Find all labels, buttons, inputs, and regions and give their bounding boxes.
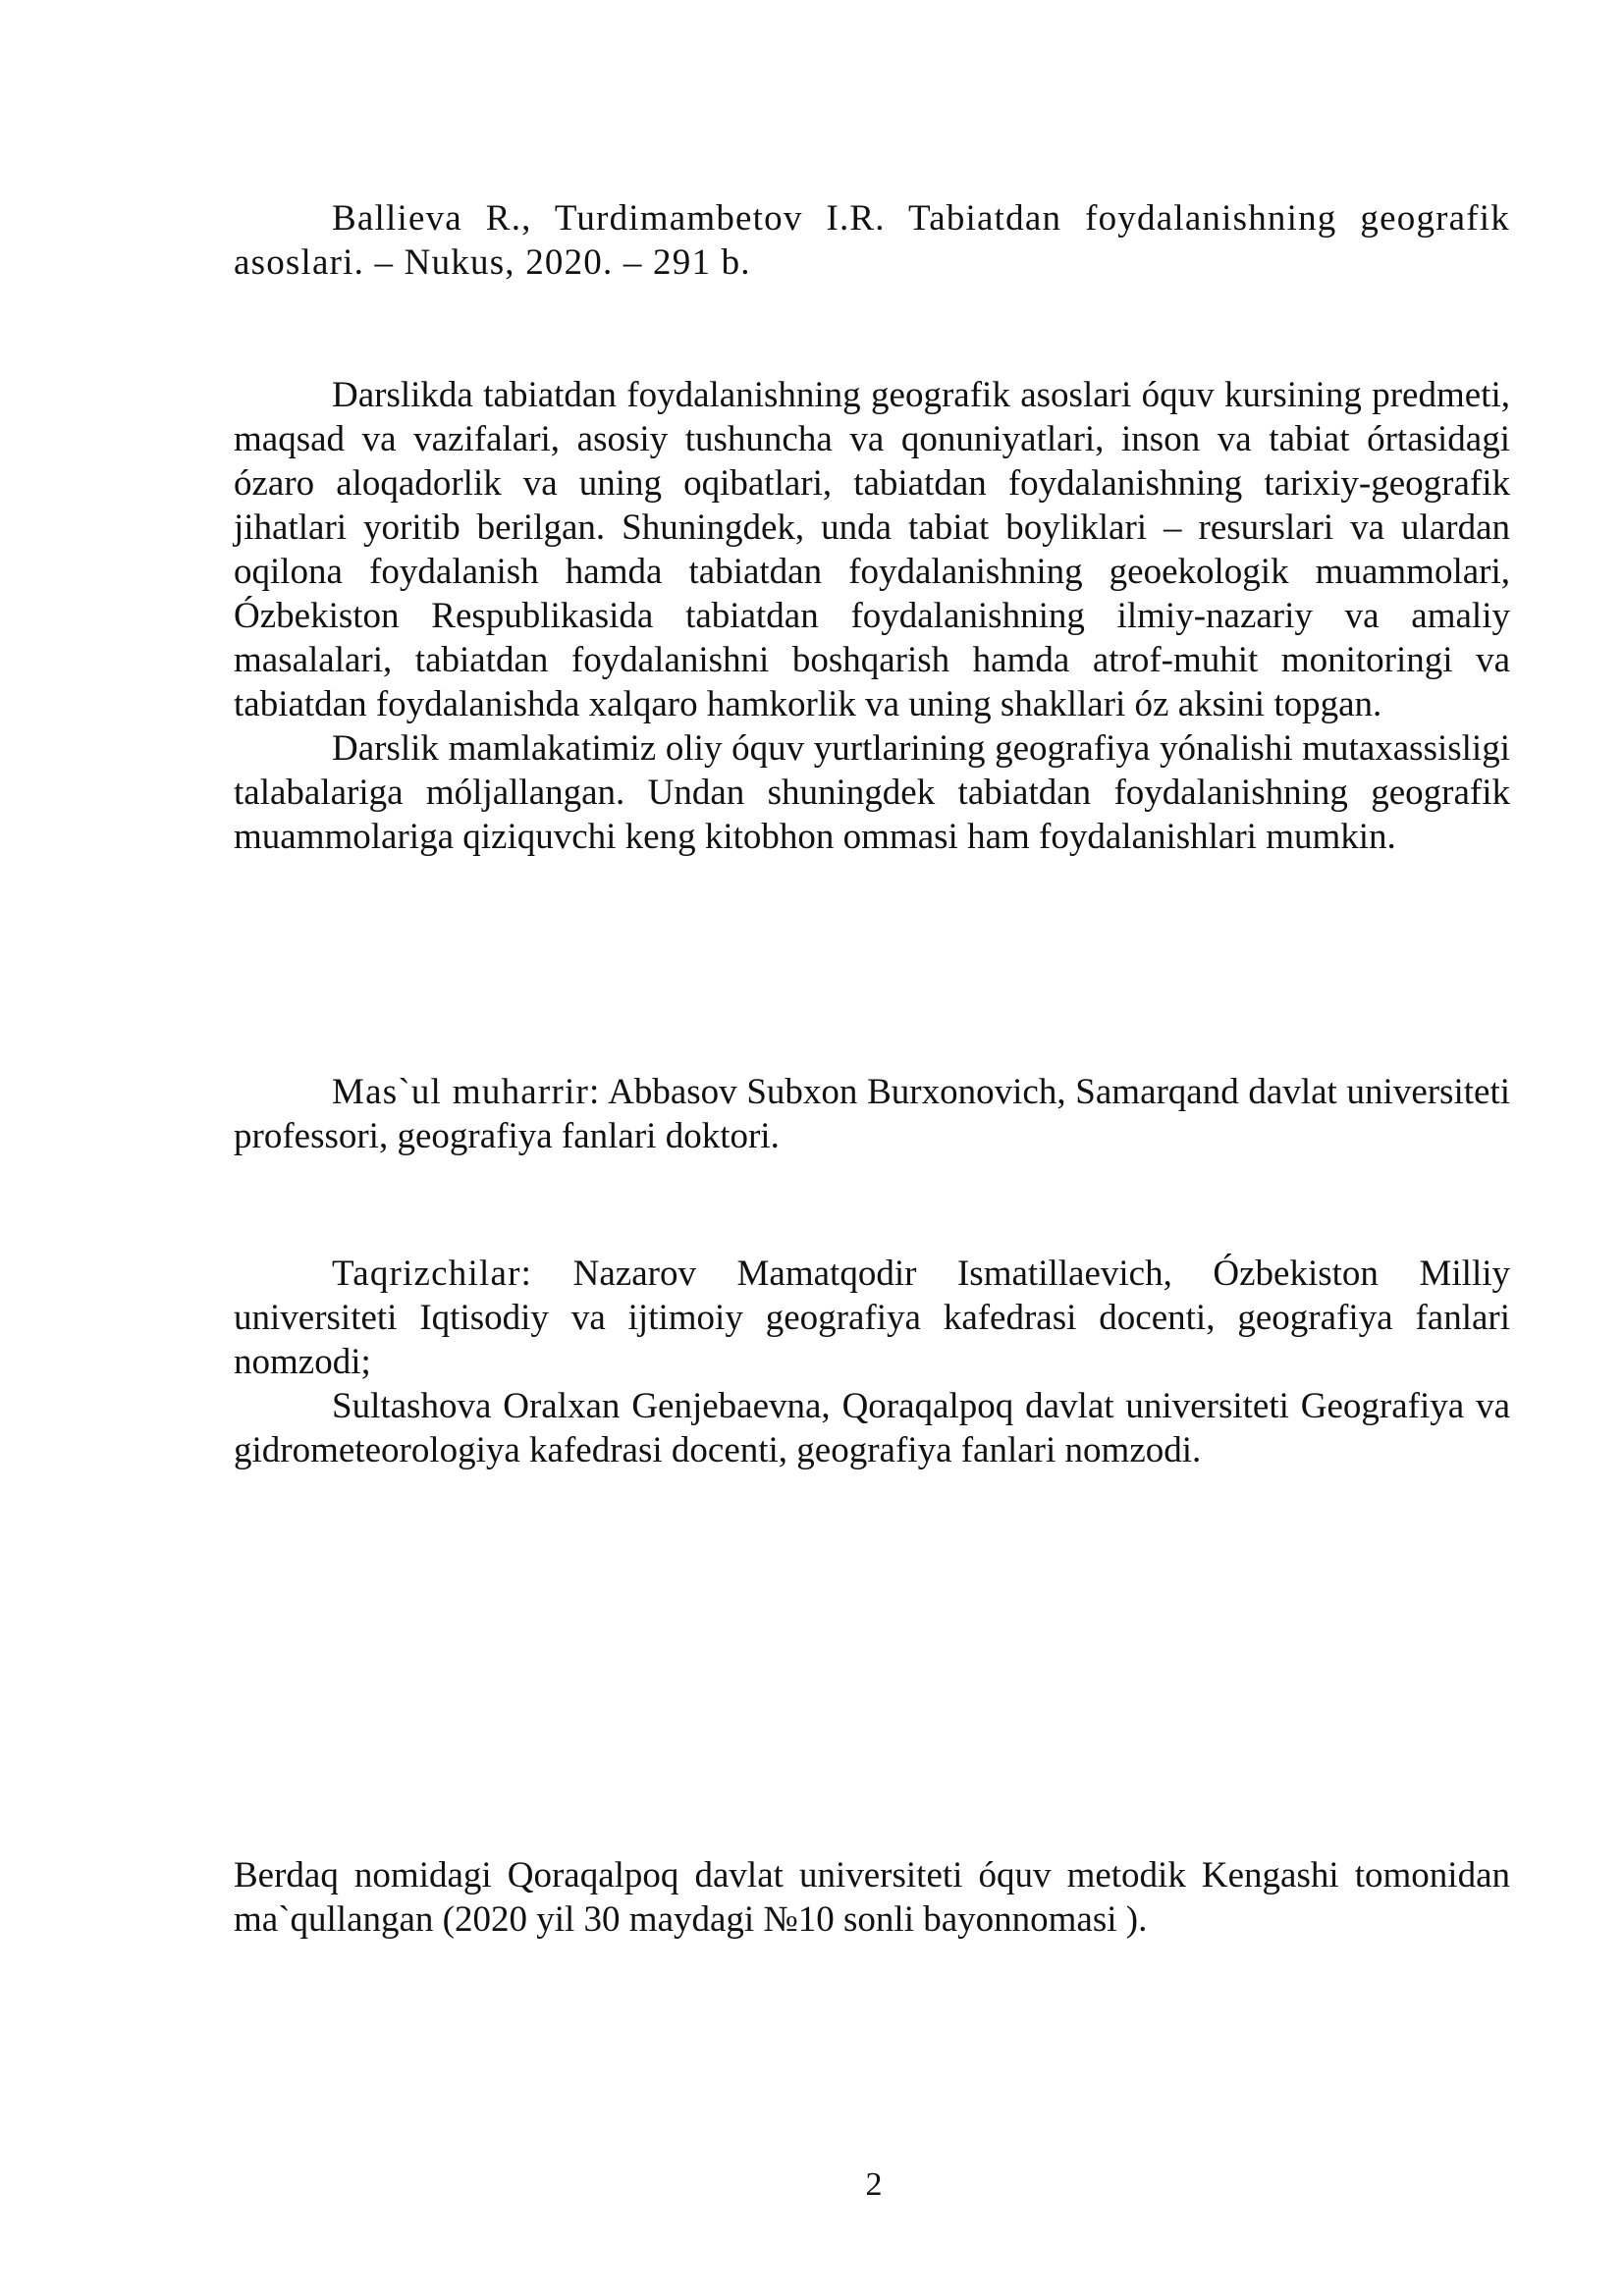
reviewer-first-paragraph bbox=[234, 1252, 1510, 1384]
citation-text: Ballieva R., Turdimambetov I.R. Tabiatdan foydalanishning geografik asoslari. – Nukus, 2020. – 291 b. bbox=[234, 198, 1510, 283]
editor-block bbox=[234, 1070, 1510, 1158]
abstract-paragraph-1: Darslikda tabiatdan foydalanishning geografik asoslari óquv kursining predmeti, maqsad va vazifalari, asosiy tushuncha va qonuniyatlari, inson va tabiat órtasidagi ózaro aloqadorlik va uning oqibatlari, tabiatdan foydalanishning tarixiy-geografik jihatlari yoritib berilgan. Shuningdek, unda tabiat boyliklari – resurslari va ulardan oqilona foydalanish hamda tabiatdan foydalanishning geoekologik muammolari, Ózbekiston Respublikasida tabiatdan foydalanishning ilmiy-nazariy va amaliy masalalari, tabiatdan foydalanishni boshqarish hamda atrof-muhit monitoringi va tabiatdan foydalanishda xalqaro hamkorlik va uning shakllari óz aksini topgan. bbox=[234, 375, 1510, 724]
reviewers-label: Taqrizchilar: bbox=[332, 1254, 533, 1294]
editor-paragraph bbox=[234, 1070, 1510, 1158]
citation-block bbox=[234, 196, 1510, 285]
abstract-block bbox=[234, 373, 1510, 859]
reviewers-block bbox=[234, 1252, 1510, 1472]
reviewer-second-text: Sultashova Oralxan Genjebaevna, Qoraqalpoq davlat universiteti Geografiya va gidrometeorologiya kafedrasi docenti, geografiya fanlari nomzodi. bbox=[234, 1386, 1510, 1470]
approval-text: Berdaq nomidagi Qoraqalpoq davlat universiteti óquv metodik Kengashi tomonidan ma`qullangan (2020 yil 30 maydagi №10 sonli bayonnomasi ). bbox=[234, 1855, 1510, 1940]
page-number: 2 bbox=[865, 2166, 883, 2203]
reviewer-first-text: Nazarov Mamatqodir Ismatillaevich, Ózbekiston Milliy universiteti Iqtisodiy va ijtimoiy geografiya kafedrasi docenti, geografiya fanlari nomzodi; bbox=[234, 1254, 1510, 1382]
editor-text: Abbasov Subxon Burxonovich, Samarqand davlat universiteti professori, geografiya fanlari doktori. bbox=[234, 1072, 1511, 1156]
editor-label: Mas`ul muharrir: bbox=[332, 1072, 601, 1112]
abstract-paragraph-2: Darslik mamlakatimiz oliy óquv yurtlarining geografiya yónalishi mutaxassisligi talabalariga móljallangan. Undan shuningdek tabiatdan foydalanishning geografik muammolariga qiziquvchi keng kitobhon ommasi ham foydalanishlari mumkin. bbox=[234, 728, 1510, 857]
approval-block bbox=[234, 1853, 1510, 1942]
